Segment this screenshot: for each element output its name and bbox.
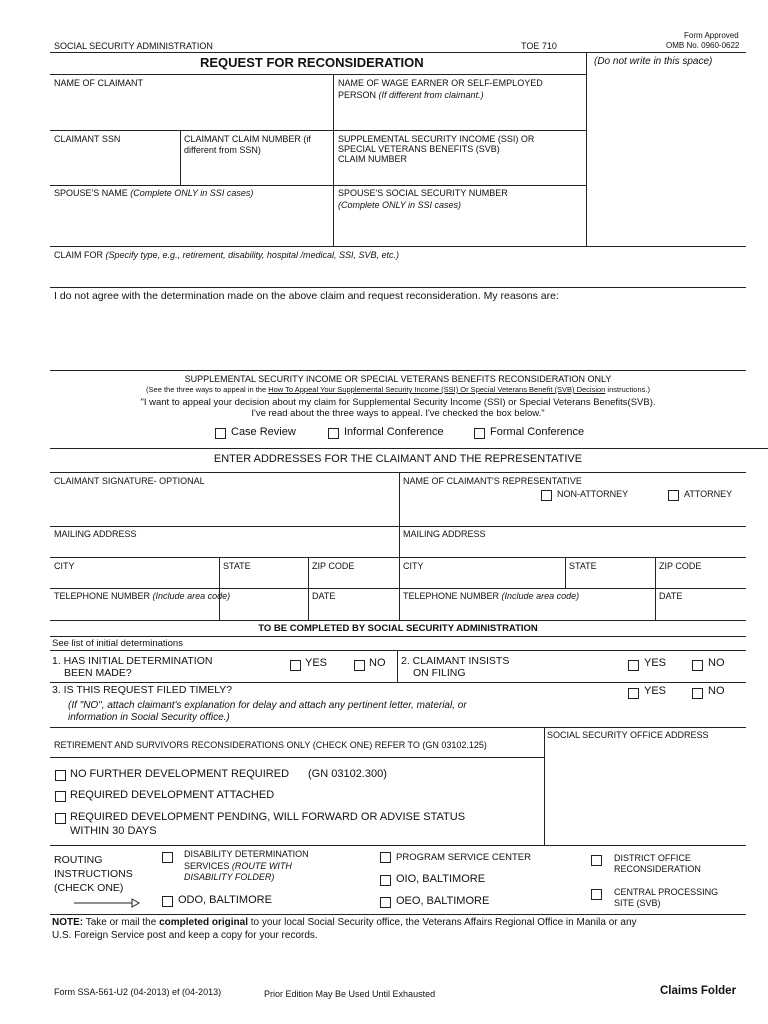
q3-yes-label: YES (644, 685, 667, 697)
q3-no-checkbox[interactable] (692, 688, 703, 699)
claimant-state-label: STATE (223, 561, 251, 571)
rep-date-label: DATE (659, 591, 683, 601)
note-line-2: U.S. Foreign Service post and keep a copy for your records. (52, 930, 318, 941)
q2-yes-checkbox[interactable] (628, 660, 639, 671)
office-address-label: SOCIAL SECURITY OFFICE ADDRESS (547, 730, 709, 740)
ssi-see-instructions: (See the three ways to appeal in the How To Appeal Your Supplemental Security Income (SSI) Or Special Veterans Benefit (SVB) Decision instructions.) (146, 385, 650, 394)
retirement-label: RETIREMENT AND SURVIVORS RECONSIDERATIONS ONLY (CHECK ONE) REFER TO (GN 03102.125) (54, 740, 487, 750)
form-number: Form SSA-561-U2 (04-2013) ef (04-2013) (54, 987, 222, 997)
q3-note-2: information in Social Security office.) (68, 712, 230, 723)
oio-checkbox[interactable] (380, 875, 391, 886)
claimant-phone-label: TELEPHONE NUMBER (Include area code) (54, 591, 231, 601)
ssi-quote-2: I've read about the three ways to appeal. I've checked the box below." (251, 408, 545, 419)
case-review-label: Case Review (231, 426, 296, 438)
district-office-label-1: DISTRICT OFFICE (614, 853, 691, 863)
q2-label-2: ON FILING (413, 667, 466, 679)
rep-state-label: STATE (569, 561, 597, 571)
psc-checkbox[interactable] (380, 852, 391, 863)
ssi-claim-label-1: SUPPLEMENTAL SECURITY INCOME (SSI) OR (338, 134, 535, 144)
claim-number-field[interactable] (184, 158, 330, 182)
odo-label: ODO, BALTIMORE (178, 894, 272, 906)
wage-earner-label-2: PERSON (If different from claimant.) (338, 90, 484, 100)
no-further-ref: (GN 03102.300) (308, 768, 387, 780)
omb-number: OMB No. 0960-0622 (666, 41, 740, 50)
wage-earner-note: (If different from claimant.) (378, 90, 484, 100)
routing-label-1: ROUTING (54, 854, 103, 866)
q3-label: 3. IS THIS REQUEST FILED TIMELY? (52, 684, 233, 696)
reasons-field[interactable] (54, 305, 744, 367)
appeal-instructions-link[interactable]: How To Appeal Your Supplemental Security Income (SSI) Or Special Veterans Benefit (SVB) Decision (268, 385, 606, 394)
prior-edition-note: Prior Edition May Be Used Until Exhausted (264, 989, 436, 999)
agency-name: SOCIAL SECURITY ADMINISTRATION (54, 41, 213, 51)
q2-yes-label: YES (644, 657, 667, 669)
q1-no-checkbox[interactable] (354, 660, 365, 671)
central-processing-checkbox[interactable] (591, 889, 602, 900)
routing-label-3: (CHECK ONE) (54, 882, 124, 894)
q2-no-label: NO (708, 657, 725, 669)
development-attached-checkbox[interactable] (55, 791, 66, 802)
q1-yes-checkbox[interactable] (290, 660, 301, 671)
rep-zip-label: ZIP CODE (659, 561, 702, 571)
rep-name-label: NAME OF CLAIMANT'S REPRESENTATIVE (403, 476, 582, 486)
claimant-date-field[interactable] (312, 603, 394, 618)
q3-yes-checkbox[interactable] (628, 688, 639, 699)
ssi-claim-label-3: CLAIM NUMBER (338, 154, 408, 164)
non-attorney-checkbox[interactable] (541, 490, 552, 501)
rep-phone-label: TELEPHONE NUMBER (Include area code) (403, 591, 580, 601)
claimant-signature-field[interactable] (54, 488, 394, 524)
claimant-city-label: CITY (54, 561, 75, 571)
claimant-signature-label: CLAIMANT SIGNATURE- OPTIONAL (54, 476, 205, 486)
wage-earner-label: NAME OF WAGE EARNER OR SELF-EMPLOYED (338, 78, 543, 88)
odo-checkbox[interactable] (162, 896, 173, 907)
formal-conference-checkbox[interactable] (474, 428, 485, 439)
claimant-zip-label: ZIP CODE (312, 561, 355, 571)
case-review-checkbox[interactable] (215, 428, 226, 439)
claim-number-label: CLAIMANT CLAIM NUMBER (if different from SSN) (184, 134, 311, 155)
office-address-field[interactable] (548, 743, 744, 841)
q2-label-1: 2. CLAIMANT INSISTS (401, 655, 510, 667)
psc-label: PROGRAM SERVICE CENTER (396, 852, 531, 863)
q1-no-label: NO (369, 657, 386, 669)
rep-mailing-label: MAILING ADDRESS (403, 529, 486, 539)
spouse-name-label: SPOUSE'S NAME (Complete ONLY in SSI cases) (54, 188, 254, 198)
attorney-checkbox[interactable] (668, 490, 679, 501)
q3-note-1: (If "NO", attach claimant's explanation for delay and attach any pertinent letter, material, or (68, 700, 467, 711)
dds-note-2: DISABILITY FOLDER) (184, 872, 275, 882)
spouse-ssn-note: (Complete ONLY in SSI cases) (338, 200, 462, 210)
district-office-checkbox[interactable] (591, 855, 602, 866)
addresses-heading: ENTER ADDRESSES FOR THE CLAIMANT AND THE REPRESENTATIVE (213, 453, 583, 465)
non-attorney-label: NON-ATTORNEY (557, 489, 629, 499)
ssi-quote-1: "I want to appeal your decision about my claim for Supplemental Security Income (SSI) or Special Veterans Benefits(SVB). (140, 397, 656, 408)
claimant-zip-field[interactable] (312, 572, 394, 586)
ssi-claim-field[interactable] (338, 166, 582, 182)
form-title: REQUEST FOR RECONSIDERATION (200, 55, 424, 70)
wage-earner-field[interactable] (338, 103, 582, 128)
no-further-label: NO FURTHER DEVELOPMENT REQUIRED (70, 768, 290, 780)
oeo-checkbox[interactable] (380, 897, 391, 908)
rep-date-field[interactable] (659, 603, 743, 618)
rep-city-field[interactable] (403, 572, 561, 586)
arrow-right-icon (74, 898, 140, 908)
rep-phone-field[interactable] (403, 603, 651, 618)
spouse-ssn-label: SPOUSE'S SOCIAL SECURITY NUMBER (338, 188, 508, 198)
claimant-date-label: DATE (312, 591, 336, 601)
development-attached-label: REQUIRED DEVELOPMENT ATTACHED (70, 789, 275, 801)
q1-label-2: BEEN MADE? (64, 667, 132, 679)
dds-label-2: SERVICES (ROUTE WITH (184, 861, 292, 871)
q1-label-1: 1. HAS INITIAL DETERMINATION (52, 655, 213, 667)
toe-number: TOE 710 (521, 41, 557, 51)
spouse-ssn-field[interactable] (338, 212, 582, 243)
q3-no-label: NO (708, 685, 725, 697)
attorney-label: ATTORNEY (684, 489, 733, 499)
form-approved: Form Approved (684, 31, 739, 40)
claimant-state-field[interactable] (223, 572, 303, 586)
development-pending-label-1: REQUIRED DEVELOPMENT PENDING, WILL FORWARD OR ADVISE STATUS (70, 811, 466, 823)
informal-conference-label: Informal Conference (344, 426, 444, 438)
ssi-claim-label-2: SPECIAL VETERANS BENEFITS (SVB) (338, 144, 500, 154)
claimant-mailing-label: MAILING ADDRESS (54, 529, 137, 539)
dds-checkbox[interactable] (162, 852, 173, 863)
rep-zip-field[interactable] (659, 572, 743, 586)
q2-no-checkbox[interactable] (692, 660, 703, 671)
see-list-label: See list of initial determinations (52, 638, 183, 649)
rep-mailing-field[interactable] (403, 541, 743, 555)
central-processing-label-2: SITE (SVB) (614, 898, 661, 908)
development-pending-checkbox[interactable] (55, 813, 66, 824)
claimant-ssn-field[interactable] (54, 146, 176, 182)
claim-for-field[interactable] (54, 262, 744, 284)
claims-folder-label: Claims Folder (660, 985, 737, 997)
no-further-checkbox[interactable] (55, 770, 66, 781)
oio-label: OIO, BALTIMORE (396, 873, 486, 885)
rep-state-field[interactable] (569, 572, 651, 586)
claimant-ssn-label: CLAIMANT SSN (54, 134, 121, 144)
ssi-heading: SUPPLEMENTAL SECURITY INCOME OR SPECIAL VETERANS BENEFITS RECONSIDERATION ONLY (184, 374, 612, 384)
ssa-heading: TO BE COMPLETED BY SOCIAL SECURITY ADMINISTRATION (258, 623, 538, 634)
name-of-claimant-field[interactable] (54, 90, 330, 128)
rep-city-label: CITY (403, 561, 424, 571)
claimant-mailing-field[interactable] (54, 541, 394, 555)
note-line-1: NOTE: Take or mail the completed original to your local Social Security office, the Veterans Affairs Regional Office in Manila or any (52, 917, 637, 928)
dds-label-1: DISABILITY DETERMINATION (184, 849, 309, 859)
informal-conference-checkbox[interactable] (328, 428, 339, 439)
do-not-write-note: (Do not write in this space) (594, 56, 713, 67)
name-of-claimant-label: NAME OF CLAIMANT (54, 78, 144, 88)
oeo-label: OEO, BALTIMORE (396, 895, 490, 907)
spouse-name-field[interactable] (54, 201, 330, 243)
district-office-label-2: RECONSIDERATION (614, 864, 701, 874)
development-pending-label-2: WITHIN 30 DAYS (70, 825, 157, 837)
claim-for-label: CLAIM FOR (Specify type, e.g., retirement, disability, hospital /medical, SSI, SVB, etc.) (54, 250, 399, 260)
central-processing-label-1: CENTRAL PROCESSING (614, 887, 719, 897)
routing-label-2: INSTRUCTIONS (54, 868, 133, 880)
disagree-statement: I do not agree with the determination made on the above claim and request reconsideration. My reasons are: (54, 290, 559, 302)
claimant-city-field[interactable] (54, 572, 214, 586)
formal-conference-label: Formal Conference (490, 426, 585, 438)
q1-yes-label: YES (305, 657, 328, 669)
claimant-phone-field[interactable] (54, 603, 304, 618)
